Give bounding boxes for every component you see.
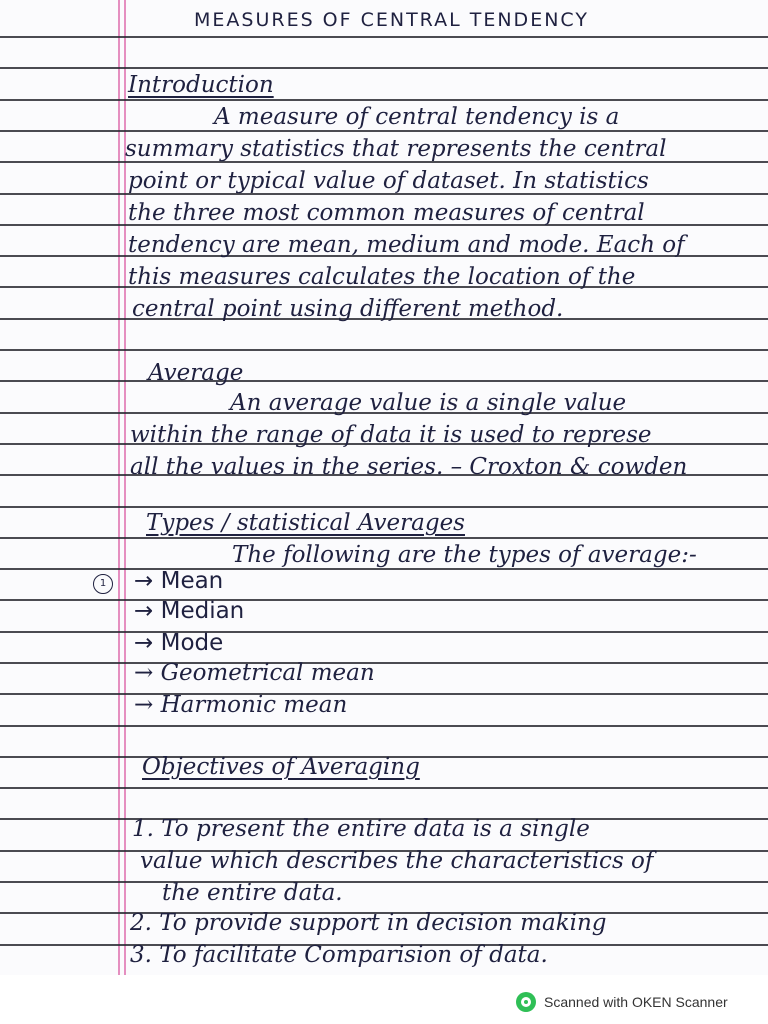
types-intro: The following are the types of average:- — [232, 542, 697, 568]
scanner-logo-icon — [516, 992, 536, 1012]
introduction-line: the three most common measures of central — [128, 200, 645, 226]
scanner-watermark-text: Scanned with OKEN Scanner — [544, 994, 728, 1010]
ruled-line — [0, 380, 768, 382]
ruled-line — [0, 662, 768, 664]
types-heading: Types / statistical Averages — [146, 510, 465, 536]
scanner-watermark — [516, 990, 728, 1014]
objectives-line: 3. To facilitate Comparision of data. — [130, 942, 548, 968]
item-number-marker: 1 — [93, 574, 113, 594]
ruled-line — [0, 349, 768, 351]
average-type-item: → Harmonic mean — [134, 692, 348, 718]
introduction-line: tendency are mean, medium and mode. Each of — [128, 232, 685, 258]
objectives-line: 1. To present the entire data is a single — [132, 816, 590, 842]
ruled-line — [0, 599, 768, 601]
average-type-label: Mean — [160, 568, 224, 594]
average-type-label: Harmonic mean — [160, 692, 348, 718]
average-type-item: → Mode — [134, 630, 224, 656]
objectives-line: 2. To provide support in decision making — [130, 910, 607, 936]
page-title: MEASURES OF CENTRAL TENDENCY — [194, 9, 589, 31]
ruled-line — [0, 725, 768, 727]
ruled-line — [0, 881, 768, 883]
average-line: all the values in the series. – Croxton & cowden — [130, 454, 688, 480]
ruled-line — [0, 67, 768, 69]
margin-line-outer — [118, 0, 120, 975]
average-heading: Average — [148, 360, 244, 386]
introduction-line: this measures calculates the location of the — [128, 264, 636, 290]
introduction-line: summary statistics that represents the central — [125, 136, 667, 162]
introduction-line: point or typical value of dataset. In statistics — [128, 168, 649, 194]
ruled-line — [0, 631, 768, 633]
average-type-item: → Mean — [134, 568, 224, 594]
average-type-item: → Median — [134, 598, 245, 624]
average-type-label: Geometrical mean — [160, 660, 375, 686]
introduction-heading: Introduction — [128, 72, 274, 98]
ruled-line — [0, 36, 768, 38]
average-type-item: → Geometrical mean — [134, 660, 375, 686]
average-type-label: Median — [160, 598, 245, 624]
ruled-line — [0, 99, 768, 101]
objectives-heading: Objectives of Averaging — [142, 754, 420, 780]
objectives-line: the entire data. — [162, 880, 343, 906]
introduction-line: A measure of central tendency is a — [214, 104, 620, 130]
introduction-line: central point using different method. — [132, 296, 564, 322]
objectives-line: value which describes the characteristics of — [140, 848, 654, 874]
ruled-line — [0, 787, 768, 789]
average-line: An average value is a single value — [230, 390, 627, 416]
average-type-label: Mode — [160, 630, 224, 656]
ruled-line — [0, 693, 768, 695]
average-line: within the range of data it is used to represe — [130, 422, 652, 448]
